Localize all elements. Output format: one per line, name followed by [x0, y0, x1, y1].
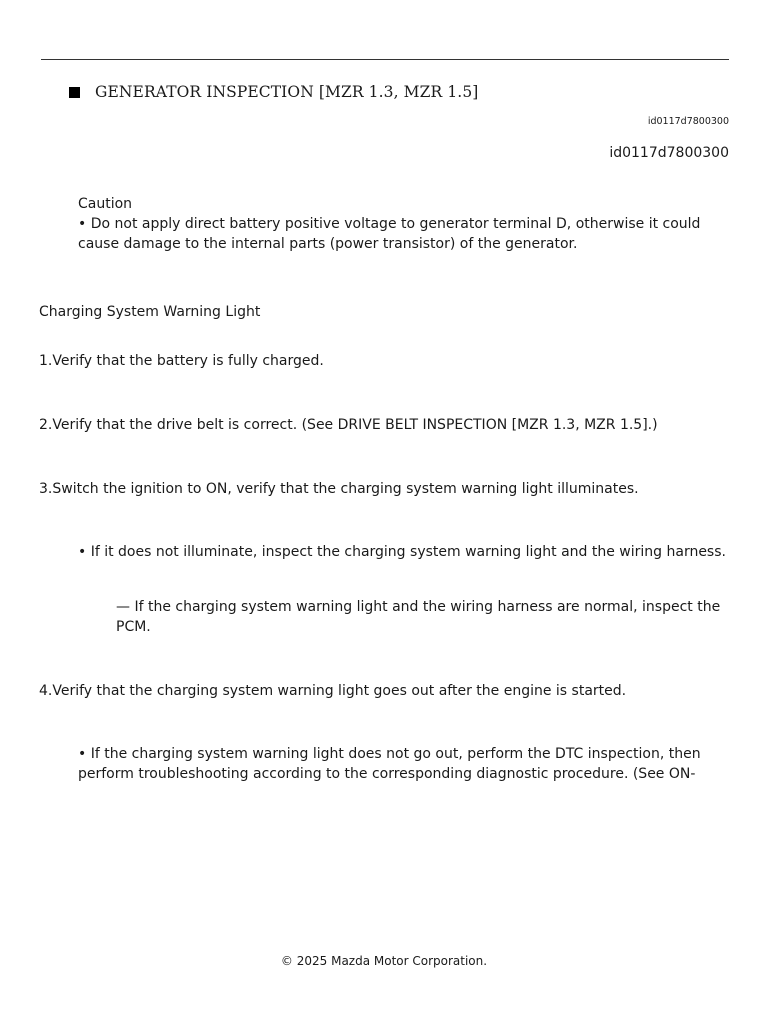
step-4-bullet: • If the charging system warning light does not go out, perform the DTC inspection, then perform troubleshooting according to the corresponding diagnostic procedure. (See ON- [78, 746, 701, 782]
page-title: GENERATOR INSPECTION [MZR 1.3, MZR 1.5] [95, 83, 479, 101]
step-4: 4.Verify that the charging system warning light goes out after the engine is started. [39, 683, 627, 699]
section-title: Charging System Warning Light [39, 304, 261, 320]
step-3-sub-bullet: — If the charging system warning light and the wiring harness are normal, inspect the PCM. [116, 599, 721, 635]
caution-block [78, 194, 728, 254]
document-id-small: id0117d7800300 [647, 116, 729, 127]
step-3-bullet: • If it does not illuminate, inspect the charging system warning light and the wiring harness. [78, 544, 726, 560]
step-2: 2.Verify that the drive belt is correct. (See DRIVE BELT INSPECTION [MZR 1.3, MZR 1.5].) [39, 417, 658, 433]
caution-text: • Do not apply direct battery positive voltage to generator terminal D, otherwise it could cause damage to the internal parts (power transistor) of the generator. [78, 216, 701, 252]
caution-label: Caution [78, 196, 133, 212]
square-bullet-icon [69, 87, 80, 98]
step-3: 3.Switch the ignition to ON, verify that the charging system warning light illuminates. [39, 481, 639, 497]
document-id: id0117d7800300 [609, 145, 729, 161]
step-1: 1.Verify that the battery is fully charged. [39, 353, 324, 369]
header-divider [41, 59, 729, 60]
page-heading [69, 81, 478, 103]
footer-copyright: © 2025 Mazda Motor Corporation. [280, 954, 488, 968]
